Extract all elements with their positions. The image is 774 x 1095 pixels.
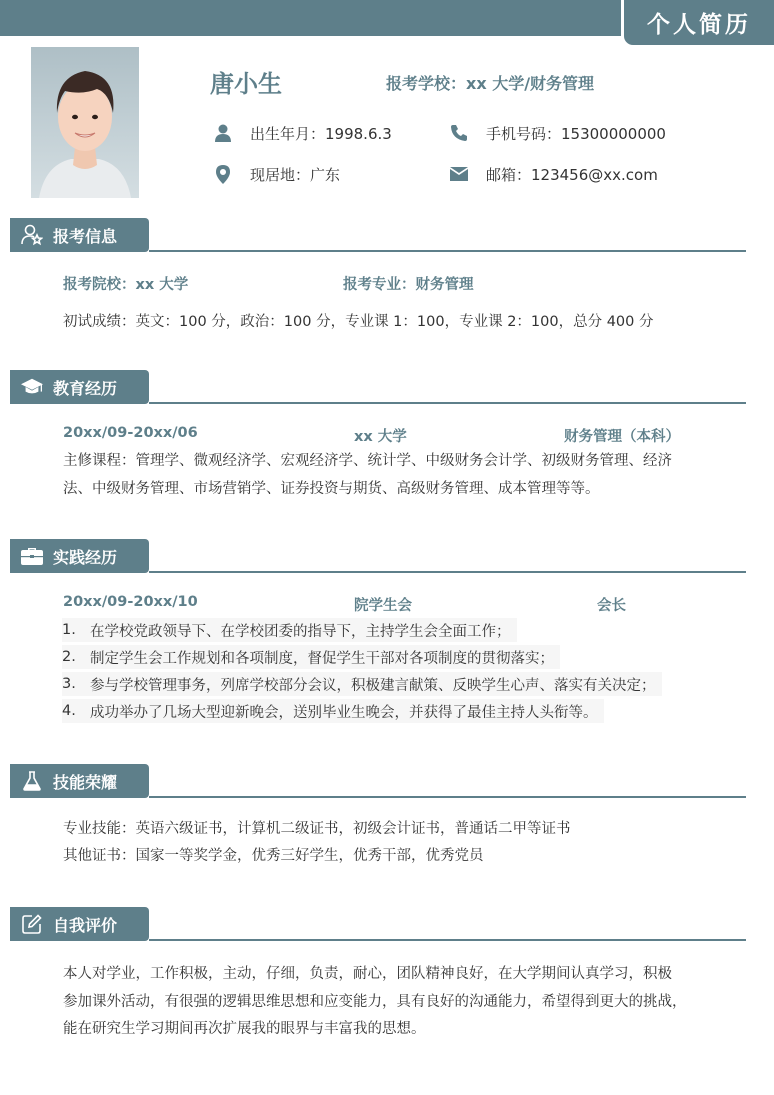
section-divider: [149, 250, 746, 252]
location-info: [212, 163, 340, 185]
self-eval-line1: 本人对学业，工作积极，主动，仔细，负责，耐心，团队精神良好，在大学期间认真学习，积极: [63, 966, 672, 982]
section-education-tab: [10, 370, 149, 404]
briefcase-icon: [21, 545, 43, 567]
section-divider: [149, 571, 746, 573]
section-practice-tab: [10, 539, 149, 573]
apply-scores: 初试成绩：英文：100 分，政治：100 分，专业课 1：100，专业课 2：100，总分 400 分: [63, 314, 654, 330]
phone-info: [448, 122, 666, 144]
profile-photo: [31, 47, 139, 198]
graduation-cap-icon: [21, 376, 43, 398]
practice-org: 院学生会: [354, 598, 412, 614]
section-practice-header: [10, 539, 746, 573]
section-apply-title: 报考信息: [53, 226, 118, 246]
email-info: [448, 163, 658, 185]
list-item-number: 3.: [62, 676, 76, 692]
section-education-header: [10, 370, 746, 404]
apply-school-header: 报考学校：xx 大学/财务管理: [386, 74, 595, 93]
practice-period: 20xx/09-20xx/10: [63, 594, 198, 610]
apply-major: 报考专业：财务管理: [343, 277, 474, 293]
email-text: 邮箱：123456@xx.com: [486, 165, 658, 184]
education-courses-line2: 法、中级财务管理、市场营销学、证券投资与期货、高级财务管理、成本管理等等。: [63, 481, 600, 497]
list-item-text: 成功举办了几场大型迎新晚会，送别毕业生晚会，并获得了最佳主持人头衔等。: [90, 704, 598, 721]
section-apply-header: [10, 218, 746, 252]
section-self-title: 自我评价: [53, 915, 118, 935]
location-text: 现居地：广东: [250, 165, 341, 184]
birth-text: 出生年月：1998.6.3: [250, 124, 392, 143]
education-major: 财务管理（本科）: [564, 429, 680, 445]
section-skills-title: 技能荣耀: [53, 772, 118, 792]
list-item-number: 2.: [62, 649, 76, 665]
edit-icon: [21, 913, 43, 935]
education-courses-line1: 主修课程：管理学、微观经济学、宏观经济学、统计学、中级财务会计学、初级财务管理、经济: [63, 453, 672, 469]
section-self-tab: [10, 907, 149, 941]
section-apply-tab: [10, 218, 149, 252]
section-self-header: [10, 907, 746, 941]
candidate-name: 唐小生: [210, 70, 282, 98]
section-education-title: 教育经历: [53, 378, 118, 398]
section-skills-header: [10, 764, 746, 798]
section-divider: [149, 939, 746, 941]
list-item: [62, 672, 662, 696]
person-icon: [212, 122, 234, 144]
list-item: [62, 645, 560, 669]
list-item: [62, 618, 517, 642]
location-pin-icon: [212, 163, 234, 185]
section-practice-title: 实践经历: [53, 547, 118, 567]
self-eval-line2: 参加课外活动，有很强的逻辑思维思想和应变能力，具有良好的沟通能力，希望得到更大的挑战，: [63, 994, 687, 1010]
phone-icon: [448, 122, 470, 144]
section-divider: [149, 796, 746, 798]
education-school: xx 大学: [354, 429, 407, 445]
list-item-text: 制定学生会工作规划和各项制度，督促学生干部对各项制度的贯彻落实；: [90, 650, 554, 667]
birth-info: [212, 122, 392, 144]
resume-title: 个人简历: [621, 0, 774, 48]
list-item-text: 在学校党政领导下、在学校团委的指导下，主持学生会全面工作；: [90, 623, 511, 640]
envelope-icon: [448, 163, 470, 185]
user-star-icon: [21, 224, 43, 246]
flask-icon: [21, 770, 43, 792]
self-eval-line3: 能在研究生学习期间再次扩展我的眼界与丰富我的思想。: [63, 1021, 426, 1037]
practice-role: 会长: [597, 598, 626, 614]
section-divider: [149, 402, 746, 404]
skills-professional: 专业技能：英语六级证书，计算机二级证书，初级会计证书，普通话二甲等证书: [63, 821, 571, 837]
skills-certificates: 其他证书：国家一等奖学金，优秀三好学生，优秀干部，优秀党员: [63, 848, 484, 864]
list-item-number: 1.: [62, 622, 76, 638]
phone-text: 手机号码：15300000000: [486, 124, 666, 143]
section-skills-tab: [10, 764, 149, 798]
list-item-number: 4.: [62, 703, 76, 719]
apply-school: 报考院校：xx 大学: [63, 277, 189, 293]
education-period: 20xx/09-20xx/06: [63, 425, 198, 441]
list-item: [62, 699, 604, 723]
list-item-text: 参与学校管理事务，列席学校部分会议，积极建言献策、反映学生心声、落实有关决定；: [90, 677, 656, 694]
